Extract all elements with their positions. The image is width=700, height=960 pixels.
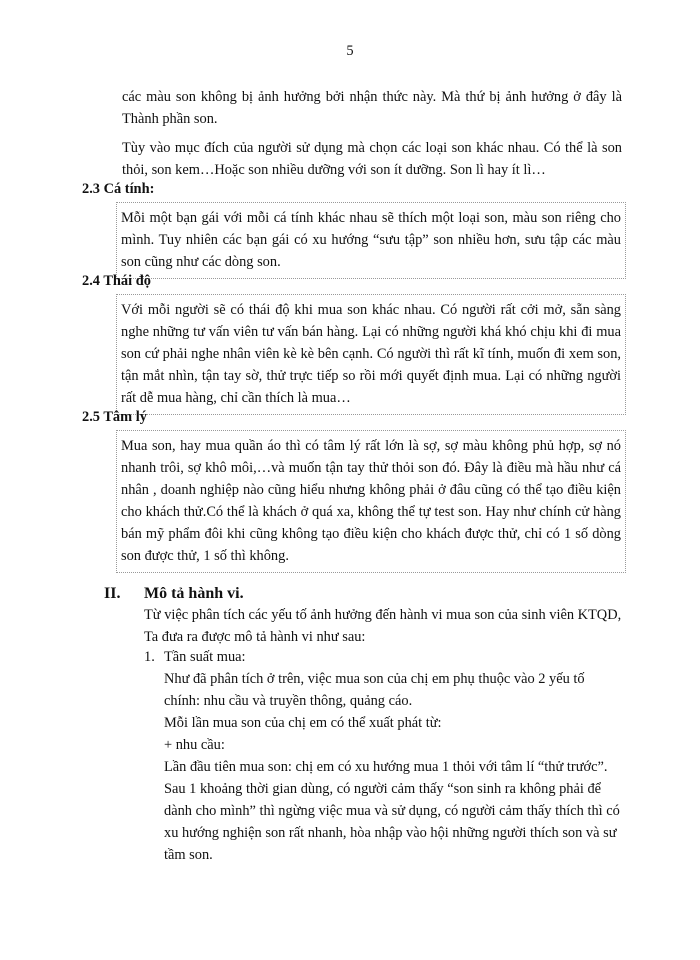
paragraph-2-3: Mỗi một bạn gái với mỗi cá tính khác nhau sẽ thích một loại son, màu son riêng cho mình. Tuy nhiên các bạn gái có xu hướng “sưu tập” son nhiều hơn, sưu tập các màu son cũng như các dòng son. [116, 202, 626, 279]
list-item-1-label [144, 646, 246, 668]
heading-2-4: 2.4 Thái độ [82, 273, 151, 289]
item-1-paragraph-2: Mỗi lần mua son của chị em có thể xuất phát từ: [164, 715, 442, 731]
paragraph-2-4: Với mỗi người sẽ có thái độ khi mua son khác nhau. Có người rất cởi mở, sẵn sàng nghe những tư vấn viên tư vấn bán hàng. Lại có những người khá khó chịu khi đi mua son cứ phải nghe nhân viên kè kè bên cạnh. Có người thì rất kĩ tính, muốn đi xem son, tận mắt nhìn, tận tay sờ, thử trực tiếp so rồi mới quyết định mua. Lại có những người rất dễ mua hàng, chỉ cần thích là mua… [116, 294, 626, 415]
list-item-1-body [164, 668, 624, 866]
section-ii-number: II. [104, 585, 121, 602]
heading-2-3: 2.3 Cá tính: [82, 181, 155, 197]
intro-paragraph-2: Tùy vào mục đích của người sử dụng mà chọn các loại son khác nhau. Có thể là son thỏi, son kem…Hoặc son nhiều dưỡng với son ít dưỡng. Son lì hay ít lì… [122, 140, 622, 178]
section-ii-heading [104, 583, 244, 605]
section-ii-intro: Từ việc phân tích các yếu tố ảnh hưởng đến hành vi mua son của sinh viên KTQD, Ta đưa ra được mô tả hành vi như sau: [144, 607, 622, 645]
heading-2-5: 2.5 Tâm lý [82, 409, 147, 425]
section-ii-title: Mô tả hành vi. [144, 585, 244, 602]
list-item-1-title: Tần suất mua: [164, 649, 246, 665]
item-1-paragraph-4: Lần đầu tiên mua son: chị em có xu hướng mua 1 thỏi với tâm lí “thử trước”. Sau 1 khoảng thời gian dùng, có người cảm thấy “son sinh ra không phải để dành cho mình” thì ngừng việc mua và sử dụng, có người cảm thấy thích thì có xu hướng nghiện son rất nhanh, hòa nhập vào hội những người thích son và sư tầm son. [164, 759, 620, 863]
paragraph-2-5: Mua son, hay mua quần áo thì có tâm lý rất lớn là sợ, sợ màu không phủ hợp, sợ nó nhanh trôi, sợ khô môi,…và muốn tận tay thử thỏi son đó. Đây là điều mà hầu như cá nhân , doanh nghiệp nào cũng hiểu nhưng không phải ở đâu cũng có thể tạo điều kiện cho khách thử.Có thể là khách ở quá xa, không thể tự test son. Hay như chính cử hàng bán mỹ phẩm đôi khi cũng không tạo điều kiện cho khách được thử, chỉ có 1 số dòng son được thử, 1 số thì không. [116, 430, 626, 573]
page-number: 5 [346, 43, 354, 59]
item-1-paragraph-3: + nhu cầu: [164, 737, 225, 753]
intro-paragraphs [122, 86, 622, 188]
list-item-1-number: 1. [144, 649, 155, 665]
intro-paragraph-1: các màu son không bị ảnh hưởng bởi nhận thức này. Mà thứ bị ảnh hưởng ở đây là Thành phần son. [122, 89, 622, 127]
item-1-paragraph-1: Như đã phân tích ở trên, việc mua son của chị em phụ thuộc vào 2 yếu tố chính: nhu cầu và truyền thông, quảng cáo. [164, 671, 585, 709]
